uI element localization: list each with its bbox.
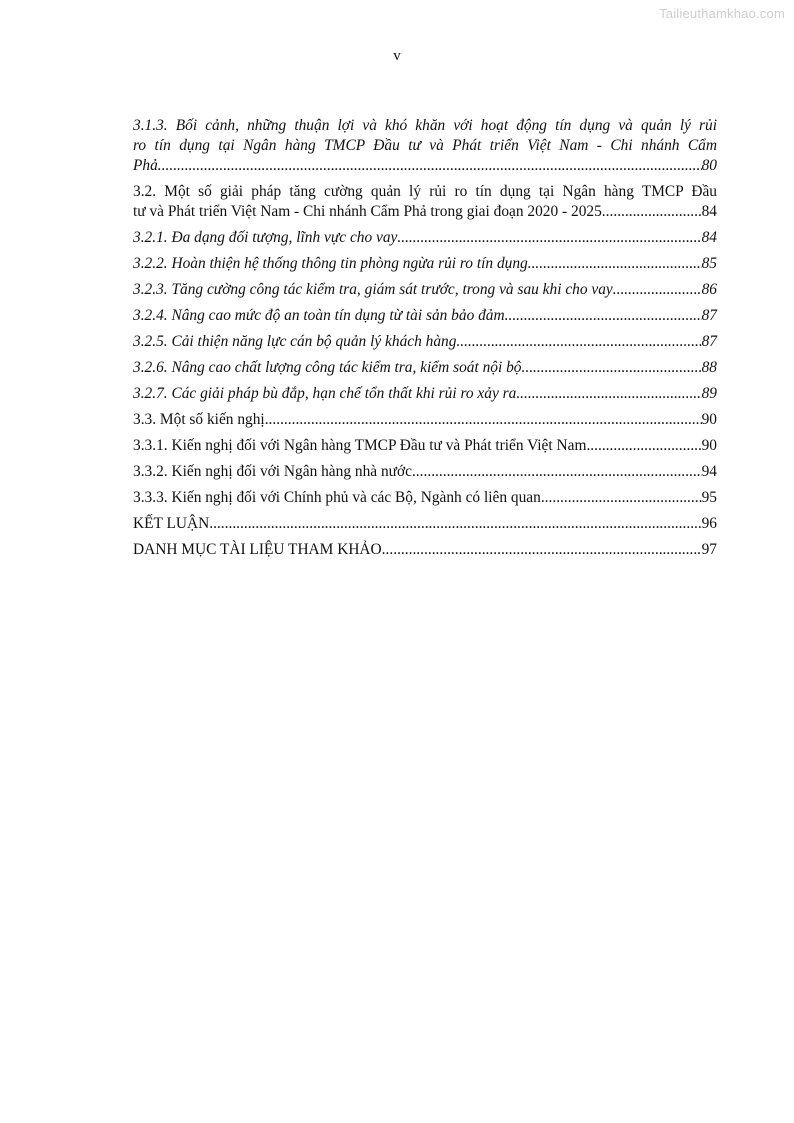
toc-leader-dots <box>516 384 701 404</box>
toc-entry-3-3-2 <box>133 462 717 482</box>
toc-page-number: 80 <box>701 157 717 174</box>
toc-leader-dots <box>528 254 702 274</box>
toc-entry-text: 3.3. Một số kiến nghị <box>133 411 265 428</box>
toc-leader-dots <box>412 462 702 482</box>
toc-entry-3-2-7 <box>133 384 717 404</box>
toc-leader-dots <box>382 540 702 560</box>
toc-entry-3-2-4 <box>133 306 717 326</box>
toc-entry-text: 3.2.5. Cải thiện năng lực cán bộ quản lý khách hàng <box>133 333 457 350</box>
toc-leader-dots <box>265 410 702 430</box>
toc-entry-3-2-2 <box>133 254 717 274</box>
toc-leader-dots <box>613 280 702 300</box>
toc-entry-text: Phả <box>133 157 158 174</box>
toc-page-number: 87 <box>701 333 717 350</box>
toc-entry-text: DANH MỤC TÀI LIỆU THAM KHẢO <box>133 541 382 558</box>
toc-leader-dots <box>602 202 702 222</box>
toc-leader-dots <box>397 228 701 248</box>
toc-entry-text: 3.3.1. Kiến nghị đối với Ngân hàng TMCP Đầu tư và Phát triển Việt Nam <box>133 437 587 454</box>
toc-page-number: 88 <box>701 359 717 376</box>
toc-leader-dots <box>158 156 702 176</box>
toc-page-number: 87 <box>701 307 717 324</box>
toc-page-number: 89 <box>701 385 717 402</box>
toc-page-number: 97 <box>701 541 717 558</box>
toc-entry-3-1-3 <box>133 116 717 176</box>
toc-entry-3-3-1 <box>133 436 717 456</box>
toc-page-number: 86 <box>701 281 717 298</box>
toc-entry-references <box>133 540 717 560</box>
toc-entry-text: 3.2.3. Tăng cường công tác kiểm tra, giám sát trước, trong và sau khi cho vay <box>133 281 613 298</box>
toc-entry-3-2-3 <box>133 280 717 300</box>
toc-entry-text: KẾT LUẬN <box>133 515 210 532</box>
toc-entry-text: 3.2.6. Nâng cao chất lượng công tác kiểm tra, kiểm soát nội bộ <box>133 359 522 376</box>
toc-leader-dots <box>456 332 701 352</box>
toc-page-number: 90 <box>701 437 717 454</box>
toc-page-number: 90 <box>701 411 717 428</box>
toc-entry-line: 3.2. Một số giải pháp tăng cường quản lý rủi ro tín dụng tại Ngân hàng TMCP Đầu <box>133 183 717 200</box>
watermark-text: Tailieuthamkhao.com <box>659 6 785 21</box>
toc-entry-text: 3.2.4. Nâng cao mức độ an toàn tín dụng từ tài sản bảo đảm <box>133 307 505 324</box>
toc-page-number: 85 <box>701 255 717 272</box>
toc-entry-3-3-3 <box>133 488 717 508</box>
toc-entry-conclusion <box>133 514 717 534</box>
toc-entry-3-2-5 <box>133 332 717 352</box>
toc-entry-line: ro tín dụng tại Ngân hàng TMCP Đầu tư và Phát triển Việt Nam - Chi nhánh Cẩm <box>133 137 717 154</box>
toc-entry-text: 3.3.3. Kiến nghị đối với Chính phủ và các Bộ, Ngành có liên quan <box>133 489 541 506</box>
toc-entry-3-2-6 <box>133 358 717 378</box>
toc-page-number: 96 <box>701 515 717 532</box>
page-number: v <box>393 48 401 64</box>
toc-leader-dots <box>209 514 701 534</box>
toc-page-number: 94 <box>701 463 717 480</box>
table-of-contents <box>133 116 717 566</box>
toc-page-number: 84 <box>701 229 717 246</box>
toc-leader-dots <box>541 488 702 508</box>
toc-entry-text: 3.2.7. Các giải pháp bù đắp, hạn chế tổn thất khi rủi ro xảy ra <box>133 385 517 402</box>
toc-page-number: 95 <box>701 489 717 506</box>
toc-leader-dots <box>522 358 702 378</box>
toc-leader-dots <box>505 306 702 326</box>
toc-leader-dots <box>586 436 701 456</box>
toc-entry-text: 3.2.1. Đa dạng đối tượng, lĩnh vực cho vay <box>133 229 398 246</box>
toc-entry-3-3 <box>133 410 717 430</box>
toc-entry-text: 3.3.2. Kiến nghị đối với Ngân hàng nhà nước <box>133 463 412 480</box>
toc-page-number: 84 <box>701 203 717 220</box>
toc-entry-line: 3.1.3. Bối cảnh, những thuận lợi và khó khăn với hoạt động tín dụng và quản lý rủi <box>133 117 717 134</box>
toc-entry-text: tư và Phát triển Việt Nam - Chi nhánh Cẩm Phả trong giai đoạn 2020 - 2025 <box>133 203 602 220</box>
toc-entry-text: 3.2.2. Hoàn thiện hệ thống thông tin phòng ngừa rủi ro tín dụng <box>133 255 528 272</box>
toc-entry-3-2-1 <box>133 228 717 248</box>
toc-entry-3-2 <box>133 182 717 222</box>
